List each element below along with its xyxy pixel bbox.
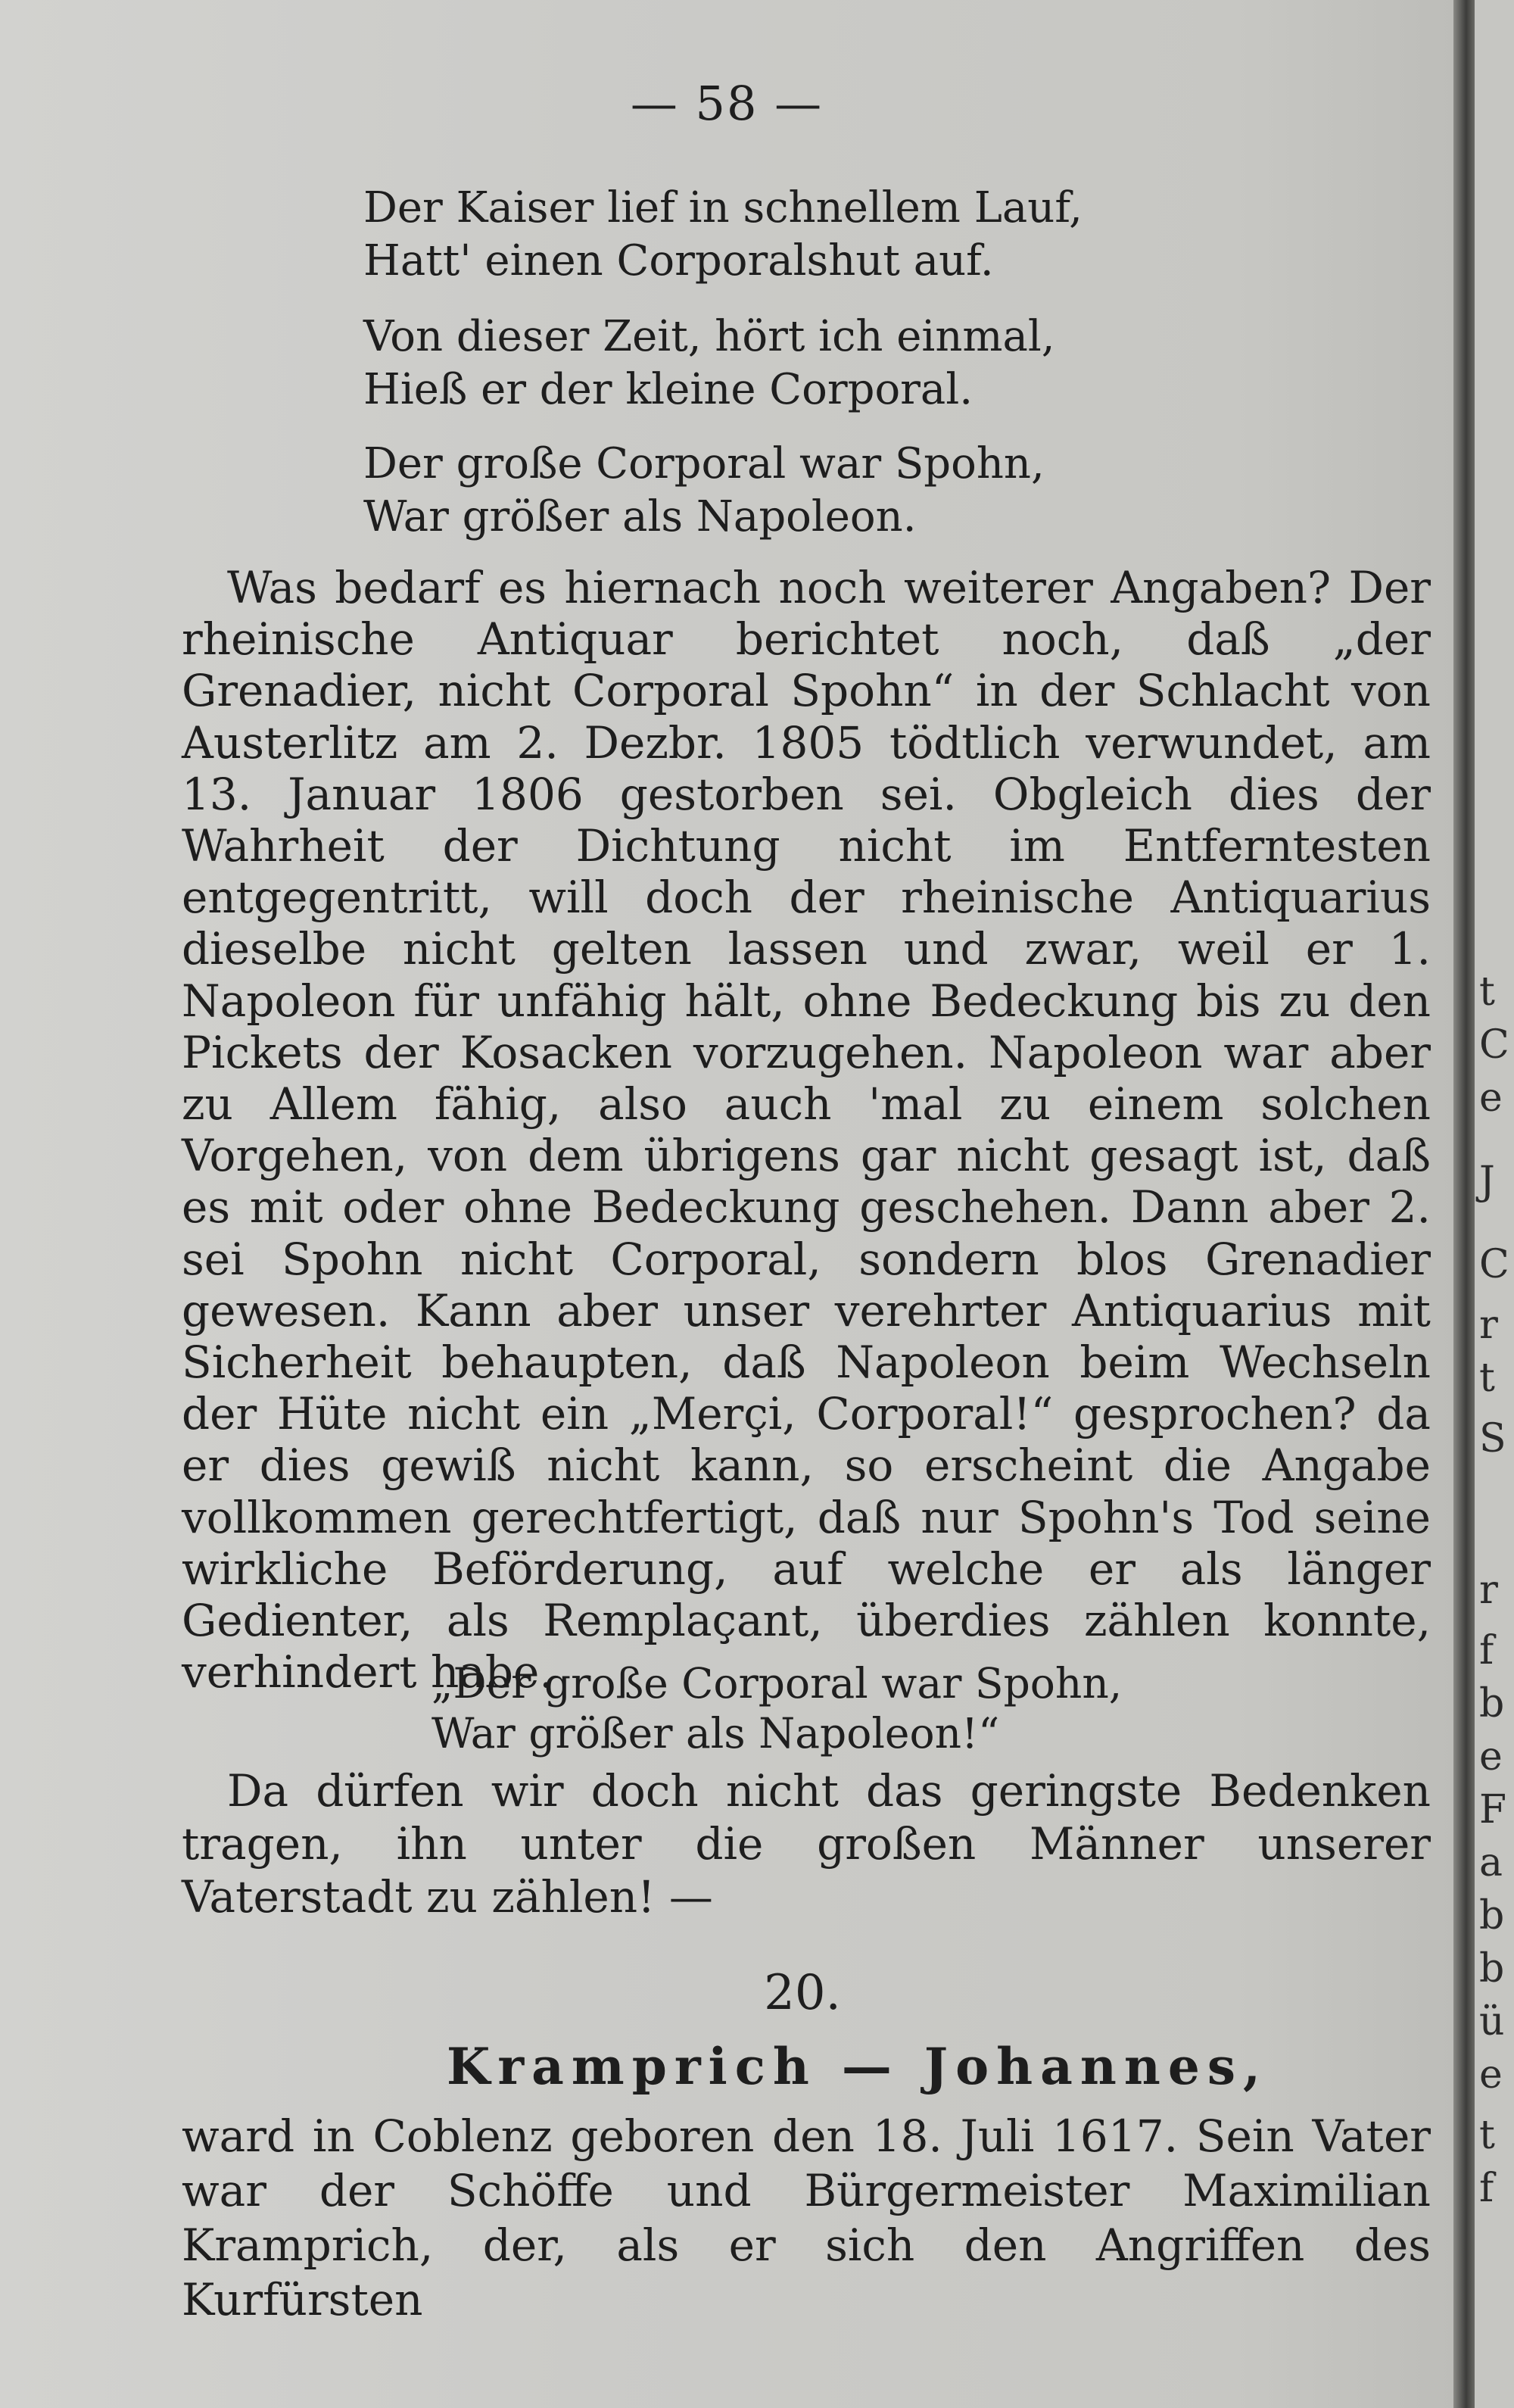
- section-heading: Kramprich — Johannes,: [447, 2037, 1268, 2096]
- edge-letter: a: [1479, 1840, 1503, 1886]
- quote-line: „Der große Corporal war Spohn,: [431, 1659, 1123, 1708]
- paragraph-2: Da dürfen wir doch nicht das geringste Bedenken tragen, ihn unter die großen Männer unserer Vaterstadt zu zählen! —: [182, 1765, 1431, 1923]
- edge-letter: C: [1479, 1022, 1509, 1068]
- edge-letter: t: [1479, 969, 1495, 1015]
- edge-letter: e: [1479, 1075, 1503, 1121]
- paragraph-3: ward in Coblenz geboren den 18. Juli 1617. Sein Vater war der Schöffe und Bürgermeister Maximilian Kramprich, der, als er sich den Angriffen des Kurfürsten: [182, 2110, 1431, 2325]
- quote-line: War größer als Napoleon!“: [431, 1709, 1000, 1758]
- edge-letter: f: [1479, 1628, 1494, 1673]
- edge-letter: J: [1479, 1159, 1495, 1204]
- verse-stanza-1: [363, 182, 1083, 288]
- quote-verse: [431, 1658, 1122, 1758]
- edge-letter: t: [1479, 1355, 1495, 1401]
- edge-letter: ü: [1479, 1999, 1505, 2045]
- edge-letter: b: [1479, 1893, 1505, 1939]
- edge-letter: b: [1479, 1946, 1505, 1992]
- next-page-edge: [1475, 0, 1514, 2408]
- page-number: — 58 —: [630, 76, 824, 131]
- verse-stanza-2: [363, 310, 1055, 416]
- verse-line: Hatt' einen Corporalshut auf.: [363, 236, 994, 285]
- edge-letter: b: [1479, 1681, 1505, 1726]
- paragraph-1: Was bedarf es hiernach noch weiterer Angaben? Der rheinische Antiquar berichtet noch, daß „der Grenadier, nicht Corporal Spohn“ in der Schlacht von Austerlitz am 2. Dezbr. 1805 tödtlich verwundet, am 13. Januar 1806 gestorben sei. Obgleich dies der Wahrheit der Dichtung nicht im Entferntesten entgegentritt, will doch der rheinische Antiquarius dieselbe nicht gelten lassen und zwar, weil er 1. Napoleon für unfähig hält, ohne Bedeckung bis zu den Pickets der Kosacken vorzugehen. Napoleon war aber zu Allem fähig, also auch 'mal zu einem solchen Vorgehen, von dem übrigens gar nicht gesagt ist, daß es mit oder ohne Bedeckung geschehen. Dann aber 2. sei Spohn nicht Corporal, sondern blos Grenadier gewesen. Kann aber unser verehrter Antiquarius mit Sicherheit behaupten, daß Napoleon beim Wechseln der Hüte nicht ein „Merçi, Corporal!“ gesprochen? da er dies gewiß nicht kann, so erscheint die Angabe vollkommen gerechtfertigt, daß nur Spohn's Tod seine wirkliche Beförderung, auf welche er als länger Gedienter, als Remplaçant, überdies zählen konnte, verhindert habe.: [182, 562, 1431, 1698]
- verse-line: Hieß er der kleine Corporal.: [363, 365, 974, 414]
- book-gutter: [1453, 0, 1475, 2408]
- edge-letter: S: [1479, 1416, 1506, 1461]
- verse-stanza-3: [363, 438, 1045, 544]
- section-number: 20.: [764, 1965, 841, 2021]
- verse-line: Von dieser Zeit, hört ich einmal,: [363, 312, 1055, 361]
- edge-letter: r: [1479, 1567, 1498, 1613]
- edge-letter: f: [1479, 2166, 1494, 2211]
- edge-letter: F: [1479, 1787, 1507, 1833]
- edge-letter: e: [1479, 2052, 1503, 2098]
- edge-letter: r: [1479, 1302, 1498, 1348]
- edge-letter: e: [1479, 1734, 1503, 1779]
- verse-line: Der Kaiser lief in schnellem Lauf,: [363, 183, 1083, 232]
- verse-line: War größer als Napoleon.: [363, 492, 917, 541]
- verse-line: Der große Corporal war Spohn,: [363, 439, 1045, 488]
- edge-letter: t: [1479, 2113, 1495, 2158]
- edge-letter: C: [1479, 1242, 1509, 1287]
